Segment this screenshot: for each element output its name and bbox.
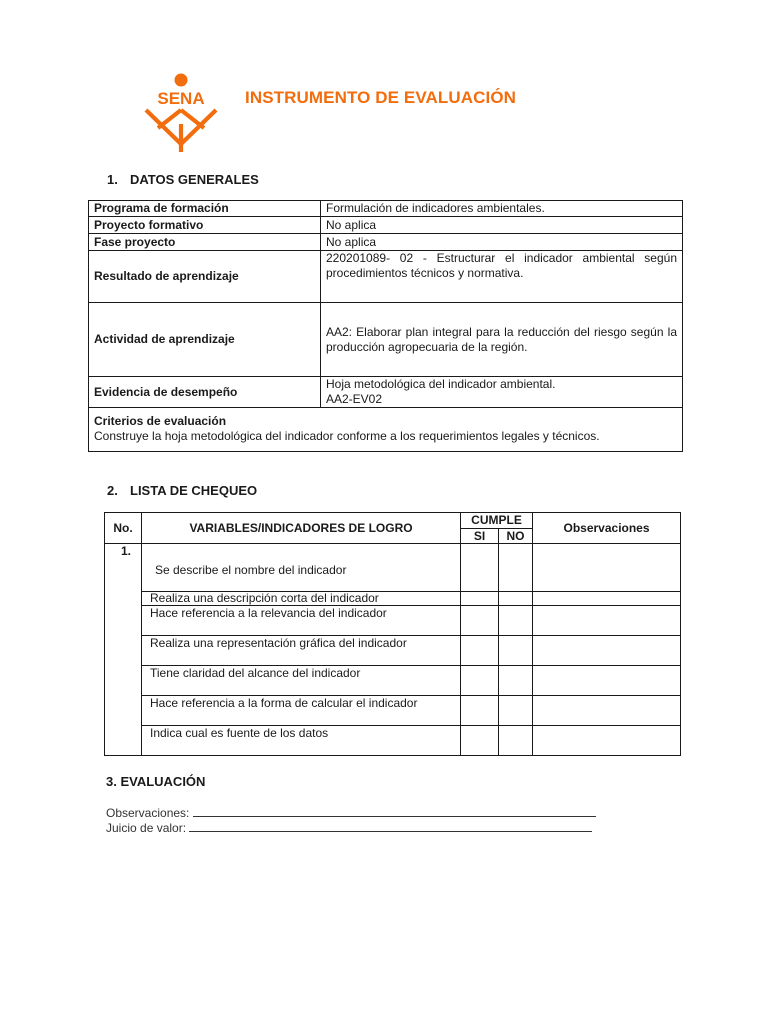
si-checkbox-cell[interactable]: [461, 544, 499, 592]
no-checkbox-cell[interactable]: [499, 726, 533, 756]
section-title-text: DATOS GENERALES: [130, 172, 259, 187]
no-checkbox-cell[interactable]: [499, 606, 533, 636]
row-label: Actividad de aprendizaje: [89, 303, 321, 377]
table-row: [105, 666, 681, 696]
si-checkbox-cell[interactable]: [461, 696, 499, 726]
observaciones-line: [106, 805, 596, 820]
observaciones-cell[interactable]: [533, 726, 681, 756]
row-label: Evidencia de desempeño: [89, 377, 321, 408]
no-checkbox-cell[interactable]: [499, 592, 533, 606]
criteria-text: Construye la hoja metodológica del indicador conforme a los requerimientos legales y técnicos.: [94, 429, 600, 443]
observaciones-cell[interactable]: [533, 544, 681, 592]
indicator-text: Realiza una descripción corta del indicador: [142, 592, 461, 606]
observaciones-cell[interactable]: [533, 696, 681, 726]
item-number: 1.: [105, 544, 142, 756]
section-lista-chequeo-title: [107, 483, 257, 498]
indicator-text: Hace referencia a la relevancia del indicador: [142, 606, 461, 636]
indicator-text: Tiene claridad del alcance del indicador: [142, 666, 461, 696]
no-checkbox-cell[interactable]: [499, 666, 533, 696]
row-value: No aplica: [321, 234, 683, 251]
table-row: [89, 303, 683, 377]
row-value: No aplica: [321, 217, 683, 234]
header-variables: VARIABLES/INDICADORES DE LOGRO: [142, 513, 461, 544]
header-row: [105, 513, 681, 529]
row-label: Resultado de aprendizaje: [89, 251, 321, 303]
observaciones-cell[interactable]: [533, 592, 681, 606]
section-number: 1.: [107, 172, 118, 187]
section-datos-generales-title: [107, 172, 259, 187]
row-value: Formulación de indicadores ambientales.: [321, 201, 683, 217]
logo-text: SENA: [157, 89, 205, 108]
si-checkbox-cell[interactable]: [461, 606, 499, 636]
row-label: Proyecto formativo: [89, 217, 321, 234]
sena-logo: [140, 72, 222, 152]
row-value: AA2: Elaborar plan integral para la reducción del riesgo según la producción agropecuaria de la región.: [321, 303, 683, 377]
table-row: [105, 592, 681, 606]
table-row: [89, 251, 683, 303]
row-value: 220201089- 02 - Estructurar el indicador ambiental según procedimientos técnicos y normativa.: [321, 251, 683, 303]
indicator-text: Indica cual es fuente de los datos: [142, 726, 461, 756]
logo-figure: [146, 110, 216, 152]
header-no: No.: [105, 513, 142, 544]
indicator-text: Hace referencia a la forma de calcular el indicador: [142, 696, 461, 726]
observaciones-cell[interactable]: [533, 666, 681, 696]
row-value-line: AA2-EV02: [326, 392, 383, 406]
header-observaciones: Observaciones: [533, 513, 681, 544]
no-checkbox-cell[interactable]: [499, 696, 533, 726]
section-number: 2.: [107, 483, 118, 498]
table-row: [89, 234, 683, 251]
header-no-col: NO: [499, 529, 533, 544]
criteria-title: Criterios de evaluación: [94, 414, 227, 428]
datos-generales-table: [88, 200, 683, 452]
observaciones-cell[interactable]: [533, 606, 681, 636]
section-evaluacion-title: 3. EVALUACIÓN: [106, 774, 206, 789]
table-row: [105, 606, 681, 636]
no-checkbox-cell[interactable]: [499, 636, 533, 666]
section-title-text: LISTA DE CHEQUEO: [130, 483, 258, 498]
indicator-text: Se describe el nombre del indicador: [142, 544, 461, 592]
juicio-line: [106, 820, 592, 835]
juicio-blank[interactable]: [189, 820, 592, 832]
si-checkbox-cell[interactable]: [461, 666, 499, 696]
observaciones-label: Observaciones:: [106, 806, 190, 820]
header-si: SI: [461, 529, 499, 544]
table-row: [89, 217, 683, 234]
observaciones-cell[interactable]: [533, 636, 681, 666]
logo-head: [175, 74, 188, 87]
si-checkbox-cell[interactable]: [461, 726, 499, 756]
table-row: [105, 726, 681, 756]
observaciones-blank[interactable]: [193, 805, 596, 817]
si-checkbox-cell[interactable]: [461, 636, 499, 666]
row-value-line: Hoja metodológica del indicador ambiental.: [326, 377, 556, 391]
table-row: [105, 696, 681, 726]
lista-chequeo-table: [104, 512, 681, 756]
header-cumple: CUMPLE: [461, 513, 533, 529]
criteria-cell: [89, 408, 683, 452]
juicio-label: Juicio de valor:: [106, 821, 187, 835]
table-row: [89, 377, 683, 408]
row-label: Fase proyecto: [89, 234, 321, 251]
document-title: INSTRUMENTO DE EVALUACIÓN: [245, 88, 517, 107]
table-row: [89, 201, 683, 217]
no-checkbox-cell[interactable]: [499, 544, 533, 592]
row-value: [321, 377, 683, 408]
table-row: [105, 636, 681, 666]
table-row: [105, 544, 681, 592]
criteria-row: [89, 408, 683, 452]
row-label: Programa de formación: [89, 201, 321, 217]
indicator-text: Realiza una representación gráfica del indicador: [142, 636, 461, 666]
si-checkbox-cell[interactable]: [461, 592, 499, 606]
